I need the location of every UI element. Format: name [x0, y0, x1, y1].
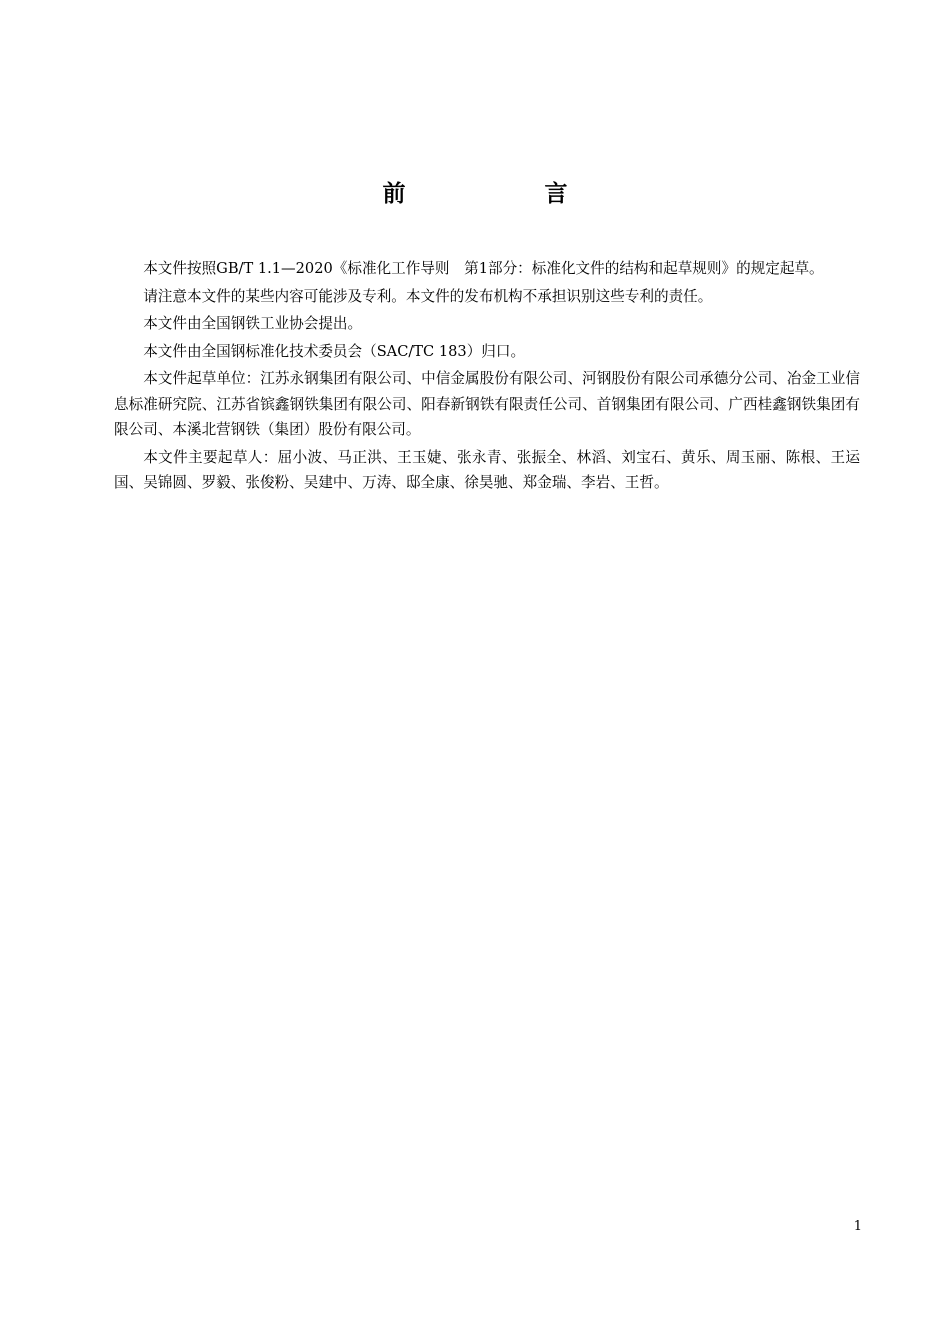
foreword-body	[114, 256, 860, 498]
paragraph-proposer: 本文件由全国钢铁工业协会提出。	[143, 315, 363, 332]
page-title: 前 言	[382, 181, 626, 207]
paragraph-standard-basis: 本文件按照GB/T 1.1—2020《标准化工作导则 第1部分：标准化文件的结构和起草规则》的规定起草。	[143, 260, 824, 277]
page-number: 1	[853, 1219, 862, 1234]
paragraph-patent-notice: 请注意本文件的某些内容可能涉及专利。本文件的发布机构不承担识别这些专利的责任。	[143, 287, 713, 305]
paragraph-drafters: 本文件主要起草人：屈小波、马正洪、王玉婕、张永青、张振全、林滔、刘宝石、黄乐、周玉丽、陈根、王运国、吴锦圆、罗毅、张俊粉、吴建中、万涛、邸全康、徐昊驰、郑金瑞、李岩、王哲。	[114, 448, 860, 491]
paragraph-committee: 本文件由全国钢标准化技术委员会（SAC/TC 183）归口。	[143, 342, 526, 360]
paragraph-drafting-units: 本文件起草单位：江苏永钢集团有限公司、中信金属股份有限公司、河钢股份有限公司承德分公司、冶金工业信息标准研究院、江苏省镔鑫钢铁集团有限公司、阳春新钢铁有限责任公司、首钢集团有限公司、广西桂鑫钢铁集团有限公司、本溪北营钢铁（集团）股份有限公司。	[114, 370, 860, 438]
